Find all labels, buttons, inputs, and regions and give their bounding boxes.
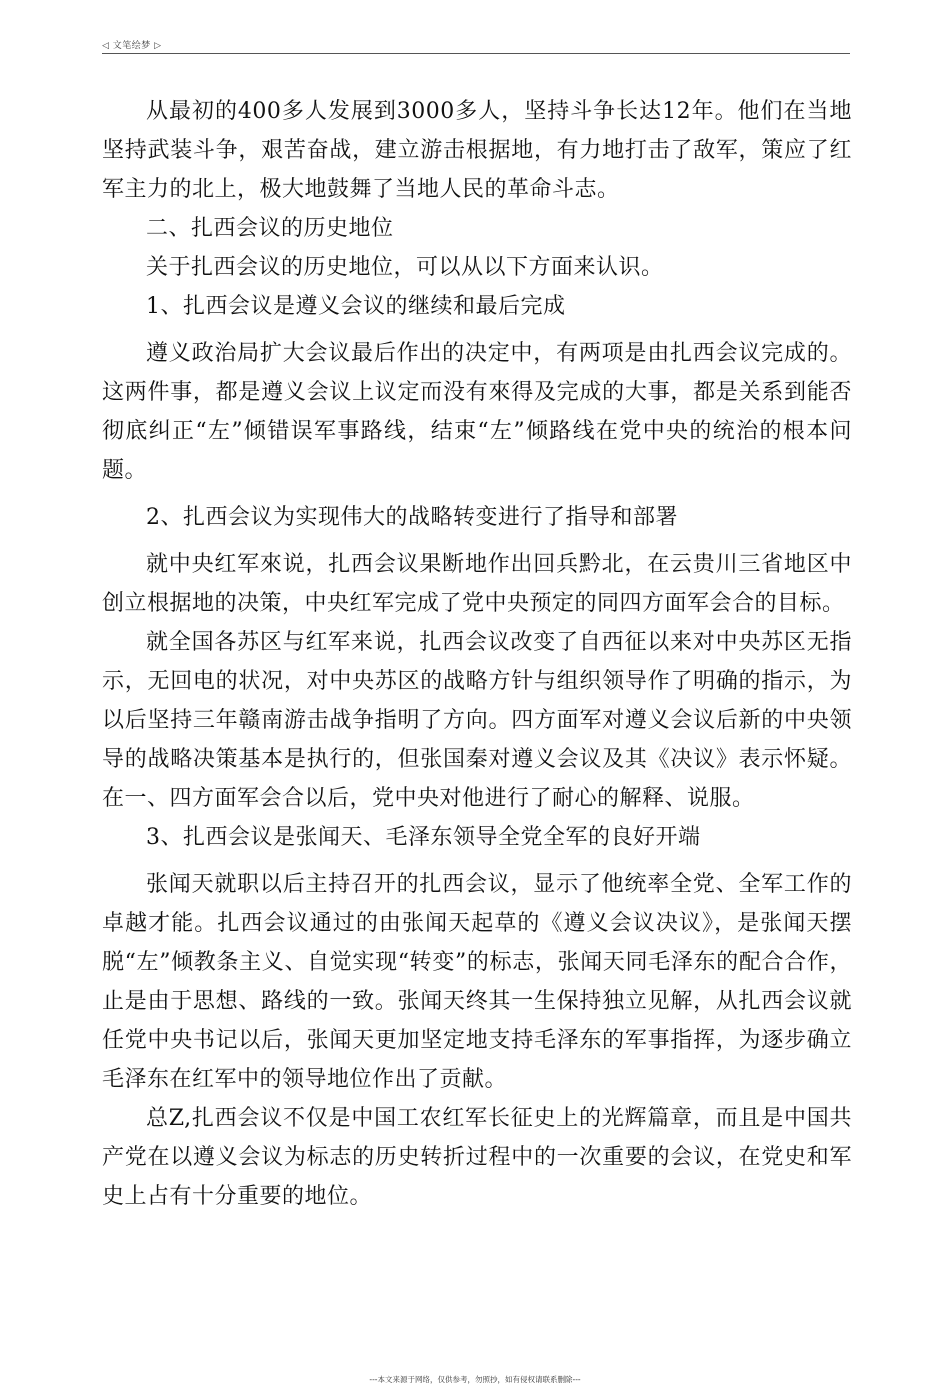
page-header: ◁ 文笔绘梦 ▷ bbox=[102, 41, 162, 51]
paragraph-conclusion: 总Z,扎西会议不仅是中国工农红军长征史上的光辉篇章，而且是中国共产党在以遵义会议为标志的历史转折过程中的一次重要的会议，在党史和军史上占有十分重要的地位。 bbox=[102, 1106, 852, 1209]
paragraph-central-red-army: 就中央红军來说，扎西会议果断地作出回兵黔北，在云贵川三省地区中创立根据地的决策，中央红军完成了党中央预定的同四方面军会合的目标。 bbox=[102, 552, 852, 616]
paragraph-soviet-areas: 就全国各苏区与红军来说，扎西会议改变了自西征以来对中央苏区无指示，无回电的状况，对中央苏区的战略方针与组织领导作了明确的指示，为以后坚持三年赣南游击战争指明了方向。四方面军对遵义会议后新的中央领导的战略决策基本是执行的，但张国秦对遵义会议及其《决议》表示怀疑。在一、四方面军会合以后，党中央对他进行了耐心的解释、说服。 bbox=[102, 630, 852, 811]
section-heading-2: 二、扎西会议的历史地位 bbox=[146, 216, 394, 241]
paragraph-intro: 关于扎西会议的历史地位，可以从以下方面来认识。 bbox=[146, 255, 664, 280]
subheading-2: 2、扎西会议为实现伟大的战略转变进行了指导和部署 bbox=[146, 505, 678, 530]
subheading-1: 1、扎西会议是遵义会议的继续和最后完成 bbox=[146, 294, 566, 319]
paragraph-zunyi-decision: 遵义政治局扩大会议最后作出的决定中，有两项是由扎西会议完成的。这两件事，都是遵义会议上议定而没有來得及完成的大事，都是关系到能否彻底纠正“左”倾错误军事路线，结束“左”倾路线在党中央的统治的根本问题。 bbox=[102, 341, 852, 483]
header-divider bbox=[102, 53, 850, 54]
page-footer: ---本文来源于网络，仅供参考，勿照抄，如有侵权请联系删除--- bbox=[369, 1375, 581, 1384]
paragraph-1: 从最初的400多人发展到3000多人，坚持斗争长达12年。他们在当地坚持武装斗争，艰苦奋战，建立游击根据地，有力地打击了敌军，策应了红军主力的北上，极大地鼓舞了当地人民的革命斗志。 bbox=[102, 99, 852, 202]
document-body bbox=[102, 92, 852, 1216]
subheading-3: 3、扎西会议是张闻天、毛泽东领导全党全军的良好开端 bbox=[146, 825, 701, 850]
paragraph-zhang-wentian: 张闻天就职以后主持召开的扎西会议，显示了他统率全党、全军工作的卓越才能。扎西会议通过的由张闻天起草的《遵义会议决议》，是张闻天摆脱“左”倾教条主义、自觉实现“转变”的标志，张闻天同毛泽东的配合合作，止是由于思想、路线的一致。张闻天终其一生保持独立见解，从扎西会议就任党中央书记以后，张闻天更加坚定地支持毛泽东的军事指挥，为逐步确立毛泽东在红军中的领导地位作出了贡献。 bbox=[102, 872, 852, 1092]
